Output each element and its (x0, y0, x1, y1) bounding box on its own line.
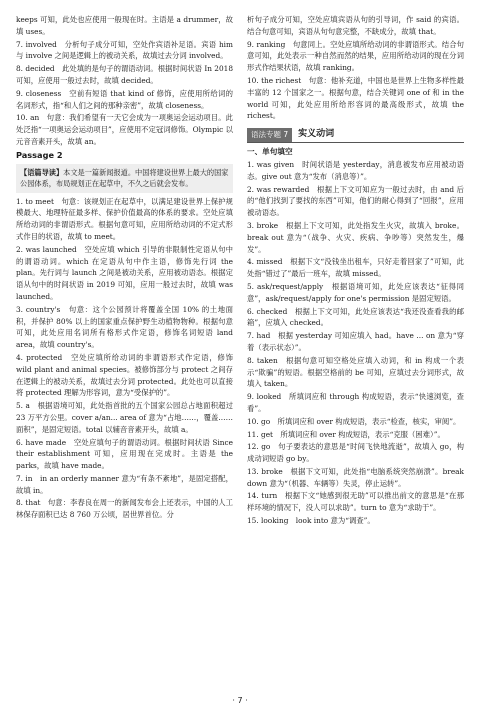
answer-entry: 6. checked 根据上下文可知，此处应该表达“我还没查看我的邮箱”，应填入 checked。 (247, 306, 464, 328)
answer-entry: 1. was given 时间状语是 yesterday，消息被发布应用被动语态。give out 意为“发布（消息等）”。 (247, 159, 464, 181)
answer-entry: 13. broke 根据下文可知，此处指“电脑系统突然崩溃”。break down 意为“（机器、车辆等）失灵，停止运转”。 (247, 466, 464, 488)
answer-entry: 8. decided 此处填的是句子的谓语动词。根据时间状语 In 2018 可知，应使用一般过去时，故填 decided。 (16, 64, 233, 85)
topic-title: 实义动词 (298, 129, 335, 140)
topic-header (247, 128, 464, 143)
passage-title: Passage 2 (16, 149, 63, 160)
answer-entry: 2. was launched 空处应填 which 引导的非限制性定语从句中的谓语动词。which 在定语从句中作主语，修饰先行词 the plan。先行词与 launch 之间是被动关系，应用被动语态。根据定语从句中的时间状语 in 2019 可知，应用一般过去时，故填 was launched。 (16, 244, 233, 301)
answer-entry: 7. had 根据 yesterday 可知应填入 had。have ... on 意为“穿着（表示状态）”。 (247, 331, 464, 352)
answer-entry: 9. ranking 句意同上。空处应填所给动词的非谓语形式。结合句意可知，此处表示一种自然而然的结果，应用所给动词的现在分词形式作结果状语，故填 ranking。 (247, 39, 464, 73)
answer-entry: 10. go 所填词应和 over 构成短语，表示“检查，核实，审阅”。 (247, 416, 461, 426)
page-number: · 7 · (232, 696, 248, 705)
right-column (247, 14, 464, 528)
answer-entry: 15. looking look into 意为“调查”。 (247, 516, 375, 526)
answer-entry: 2. was rewarded 根据上下文可知应为一般过去时，由 and 后的“他们找到了要找的东西”可知，他们的耐心得到了“回报”，应用被动语态。 (247, 184, 464, 218)
answer-entry: 1. to meet 句意：该规划正在起草中，以满足建设世界上保护规模最大、地理特征最多样、保护价值最高的体系的要求。空处应填所给动词的非谓语形式。根据句意可知，应用所给动词的不定式形式作目的状语，故填 to meet。 (16, 196, 233, 241)
answer-entry: 3. country's 句意：这个公园预计将覆盖全国 10% 的土地面积，并保护 80% 以上的国家重点保护野生动植物物种。根据句意可知，此处应用名词所有格形式作定语，修饰名词短语 land area，故填 country's。 (16, 304, 233, 350)
page (16, 14, 464, 694)
passage-intro-box (16, 164, 233, 193)
answer-entry: 8. taken 根据句意可知空格处应填入动词，和 in 构成一个表示“欺骗”的短语。根据空格前的 be 可知，应填过去分词形式，故填入 taken。 (247, 355, 464, 389)
answer-entry: 10. the richest 句意：他补充道，中国也是世界上生物多样性最丰富的 12 个国家之一。根据句意，结合关键词 one of 和 in the world 可知，此处应用所给形容词的最高级形式，故填 the richest。 (247, 75, 464, 121)
intro-text: 本文是一篇新闻报道。中国将建设世界上最大的国家公园体系，布局规划正在起草中，不久之后就会发布。 (20, 167, 229, 189)
answer-entry: 3. broke 根据上下文可知，此处指发生火灾，故填入 broke。break out 意为“（战争、火灾、疾病、争吵等）突然发生，爆发”。 (247, 220, 464, 254)
answer-entry: 析句子成分可知，空处应填宾语从句的引导词，作 said 的宾语。结合句意可知，宾语从句句意完整，不缺成分，故填 that。 (247, 15, 464, 36)
answer-entry: 14. turn 根据下文“她感到很无助”可以推出前文的意思是“在那样环境的情况下，没人可以求助”。turn to 意为“求助于”。 (247, 491, 464, 513)
answer-entry: 4. missed 根据下文“没钱坐出租车，只好走着回家了”可知，此处指“错过了”最后一班车，故填 missed。 (247, 257, 464, 279)
answer-entry: 4. protected 空处应填所给动词的非谓语形式作定语，修饰 wild plant and animal species。被修饰部分与 protect 之间存在逻辑上的被动关系，故填过去分词 protected。此处也可以直接将 protected 理解为形容词，意为“受保护的”。 (16, 352, 233, 398)
answer-entry: 9. looked 所填词应和 through 构成短语，表示“快速浏览，查看”。 (247, 392, 464, 413)
answer-entry: keeps 可知，此处也应使用一般现在时。主语是 a drummer，故填 uses。 (16, 15, 233, 36)
answer-entry: 5. a 根据语境可知，此处指首批的五个国家公园总占地面积超过 23 万平方公里。cover a/an... area of 意为“占地……，覆盖……面积”，是固定短语。total 以辅音音素开头，故填 a。 (16, 401, 233, 434)
topic-label-box: 语法专题 7 (247, 128, 292, 142)
answer-entry: 12. go 句子要表达的意思是“时间飞快地流逝”，故填入 go，构成动词短语 go by。 (247, 442, 464, 464)
answer-entry: 9. closeness 空前有短语 that kind of 修饰，应使用所给词的名词形式，指“和人们之间的那种亲密”，故填 closeness。 (16, 88, 233, 110)
section-title: 一、单句填空 (247, 147, 293, 157)
answer-entry: 6. have made 空处应填句子的谓语动词。根据时间状语 Since their establishment 可知，应用现在完成时。主语是 the parks，故填 have made。 (16, 437, 233, 471)
intro-tag: 【语篇导读】 (20, 167, 64, 177)
answer-entry: 7. in in an orderly manner 意为“有条不紊地”，是固定搭配，故填 in。 (16, 473, 233, 495)
answer-entry: 11. get 所填词应和 over 构成短语，表示“克服（困难）”。 (247, 429, 445, 439)
answer-entry: 8. that 句意：李春良在周一的新闻发布会上还表示，中国的人工林保存面积已达 8 760 万公顷，居世界首位。分 (16, 498, 233, 520)
answer-entry: 7. involved 分析句子成分可知，空处作宾语补足语。宾语 him 与 involve 之间是逻辑上的被动关系，故填过去分词 involved。 (16, 39, 233, 61)
answer-entry: 5. ask/request/apply 根据语境可知，此处应该表达“征得同意”，ask/request/apply for one's permission 是固定短语。 (247, 281, 464, 303)
answer-entry: 10. an 句意：我们希望有一天它会成为一项奥运会运动项目。此处泛指“一项奥运会运动项目”，应使用不定冠词修饰。Olympic 以元音音素开头，故填 an。 (16, 113, 233, 146)
left-column (16, 14, 233, 522)
